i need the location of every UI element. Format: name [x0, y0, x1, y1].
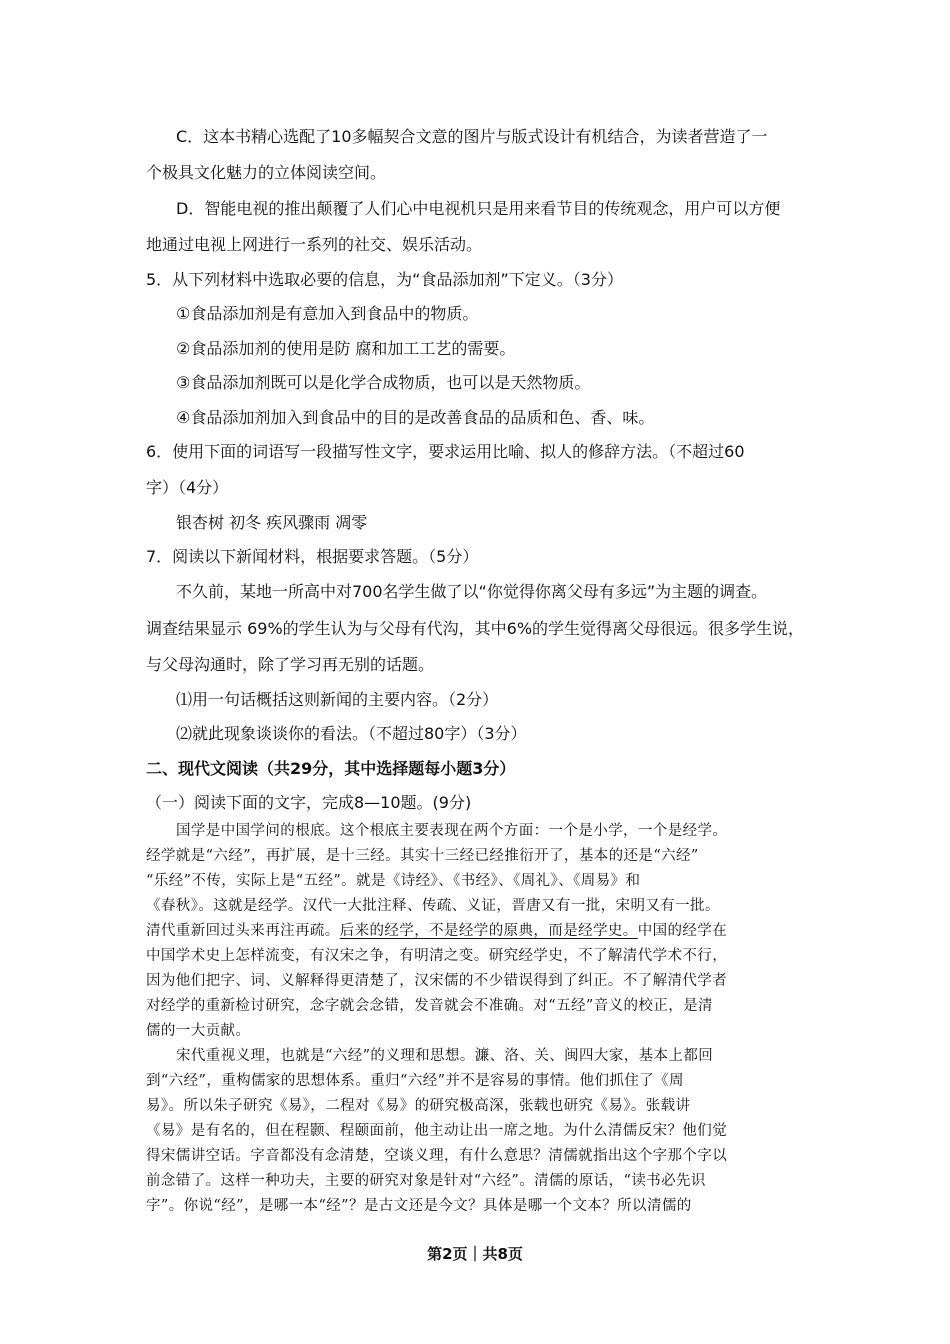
passage-p1-line5: [146, 922, 727, 940]
passage-p1-line5-start: 清代重新回过头来再注再疏。: [146, 923, 340, 939]
q6-stem-line2: 字）（4分）: [146, 478, 229, 497]
q7-stem: 7．阅读以下新闻材料，根据要求答题。（5分）: [146, 547, 479, 566]
passage-p1-line2: 经学就是“六经”，再扩展，是十三经。其实十三经已经推衍开了，基本的还是“六经”: [146, 848, 699, 864]
q7-para-line3: 与父母沟通时，除了学习再无别的话题。: [146, 655, 435, 674]
q5-stem: 5．从下列材料中选取必要的信息，为“食品添加剂”下定义。（3分）: [146, 270, 623, 289]
q5-item-1: ①食品添加剂是有意加入到食品中的物质。: [176, 304, 479, 323]
passage-p2-line7: 字”。你说“经”，是哪一本“经”？是古文还是今文？具体是哪一个文本？所以清儒的: [146, 1198, 692, 1214]
passage-p1-line8: 对经学的重新检讨研究，念字就会念错，发音就会不准确。对“五经”音义的校正，是清: [146, 998, 713, 1014]
passage-p1-line7: 因为他们把字、词、义解释得更清楚了，汉宋儒的不少错误得到了纠正。不了解清代学者: [146, 973, 728, 989]
q6-words: 银杏树 初冬 疾风骤雨 凋零: [176, 513, 368, 532]
q5-item-3: ③食品添加剂既可以是化学合成物质，也可以是天然物质。: [176, 373, 591, 392]
passage-p2-line5: 得宋儒讲空话。字音都没有念清楚，空谈义理，有什么意思？清儒就指出这个字那个字以: [146, 1148, 728, 1164]
q7-sub-question-2: ⑵就此现象谈谈你的看法。（不超过80字）（3分）: [176, 724, 527, 743]
q4-option-d-line2: 地通过电视上网进行一系列的社交、娱乐活动。: [146, 235, 483, 254]
passage-p1-line3: “乐经”不传，实际上是“五经”。就是《诗经》、《书经》、《周礼》、《周易》和: [146, 873, 641, 889]
q4-option-c-line1: C．这本书精心选配了10多幅契合文意的图片与版式设计有机结合，为读者营造了一: [176, 127, 768, 146]
q4-option-d-line1: D．智能电视的推出颠覆了人们心中电视机只是用来看节目的传统观念，用户可以方便: [176, 199, 781, 218]
q5-item-4: ④食品添加剂加入到食品中的目的是改善食品的品质和色、香、味。: [176, 408, 655, 427]
passage-p2-line1: 宋代重视义理，也就是“六经”的义理和思想。濂、洛、关、闽四大家，基本上都回: [176, 1048, 714, 1064]
q7-sub-question-1: ⑴用一句话概括这则新闻的主要内容。（2分）: [176, 690, 499, 709]
passage-p2-line3: 易》。所以朱子研究《易》，二程对《易》的研究极高深，张载也研究《易》。张载讲: [146, 1098, 691, 1114]
q6-stem-line1: 6．使用下面的词语写一段描写性文字，要求运用比喻、拟人的修辞方法。（不超过60: [146, 442, 745, 461]
q7-para-line2: 调查结果显示 69%的学生认为与父母有代沟，其中6%的学生觉得离父母很远。很多学生说，: [146, 619, 805, 638]
passage-p1-line6: 中国学术史上怎样流变，有汉宋之争，有明清之变。研究经学史，不了解清代学术不行，: [146, 948, 728, 964]
passage-p1-line5-end: 中国的经学在: [637, 923, 728, 939]
q5-item-2: ②食品添加剂的使用是防 腐和加工工艺的需要。: [176, 339, 516, 358]
q4-option-c-line2: 个极具文化魅力的立体阅读空间。: [146, 163, 387, 182]
passage-p2-line6: 前念错了。这样一种功夫，主要的研究对象是针对“六经”。清儒的原话，“读书必先识: [146, 1173, 706, 1189]
underlined-sentence: 后来的经学，不是经学的原典，而是经学史。: [339, 923, 638, 939]
passage-p2-line4: 《易》是有名的，但在程颢、程颐面前，他主动让出一席之地。为什么清儒反宋？他们觉: [146, 1123, 728, 1139]
passage-p1-line9: 儒的一大贡献。: [146, 1023, 251, 1039]
passage-p2-line2: 到“六经”，重构儒家的思想体系。重归“六经”并不是容易的事情。他们抓住了《周: [146, 1073, 684, 1089]
q7-para-line1: 不久前，某地一所高中对700名学生做了以“你觉得你离父母有多远”为主题的调查。: [176, 582, 768, 601]
passage-p1-line4: 《春秋》。这就是经学。汉代一大批注释、传疏、义证，晋唐又有一批，宋明又有一批。: [146, 898, 720, 914]
section-2-subtitle: （一）阅读下面的文字，完成8—10题。(9分): [146, 793, 472, 812]
page-number-footer: 第2页｜共8页: [427, 1245, 523, 1263]
passage-p1-line1: 国学是中国学问的根底。这个根底主要表现在两个方面：一个是小学，一个是经学。: [176, 823, 728, 839]
section-2-title: 二、现代文阅读（共29分，其中选择题每小题3分）: [146, 759, 516, 778]
